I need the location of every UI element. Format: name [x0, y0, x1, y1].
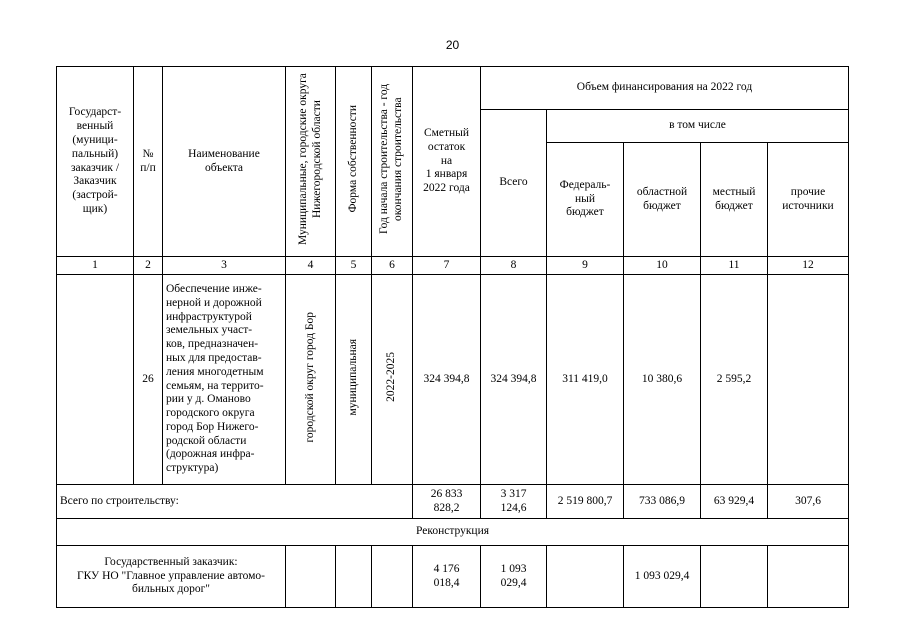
header-number: № п/п	[134, 67, 163, 257]
summary-local: 63 929,4	[701, 485, 768, 519]
header-ownership: Форма собственности	[346, 105, 359, 213]
row-26-object-name: Обеспечение инже- нерной и дорожной инфраструктурой земельных участ- ков, предназначен- ных для предостав- ления многодетным семьям, на террито- рии у д. Оманово городского округа город Бор Нижего- родской области (дорожная инфра- структура)	[163, 275, 286, 485]
header-federal: Федераль- ный бюджет	[547, 143, 624, 257]
header-estimate: Сметный остаток на 1 января 2022 года	[413, 67, 481, 257]
header-municipality: Муниципальные, городские округа Нижегородской области	[296, 73, 323, 246]
row-26-local: 2 595,2	[701, 275, 768, 485]
header-years-cell	[372, 67, 413, 257]
header-including: в том числе	[547, 110, 849, 143]
row-26-ownership: муниципальная	[346, 338, 359, 416]
summary-other: 307,6	[768, 485, 849, 519]
reconstruction-row	[57, 546, 849, 608]
summary-federal: 2 519 800,7	[547, 485, 624, 519]
summary-total: 3 317 124,6	[481, 485, 547, 519]
reconstruction-total: 1 093 029,4	[481, 546, 547, 608]
row-26-ownership-cell	[336, 275, 372, 485]
column-number: 6	[372, 257, 413, 275]
column-number: 5	[336, 257, 372, 275]
header-regional: областной бюджет	[624, 143, 701, 257]
row-26-years-cell	[372, 275, 413, 485]
reconstruction-municipality	[286, 546, 336, 608]
row-26-total: 324 394,8	[481, 275, 547, 485]
header-years: Год начала строительства - год окончания строительства	[378, 84, 404, 235]
reconstruction-years	[372, 546, 413, 608]
column-number: 8	[481, 257, 547, 275]
header-other: прочие источники	[768, 143, 849, 257]
header-object-name: Наименование объекта	[163, 67, 286, 257]
header-funding: Объем финансирования на 2022 год	[481, 67, 849, 110]
column-number: 1	[57, 257, 134, 275]
header-total: Всего	[481, 110, 547, 257]
header-customer: Государст- венный (муници- пальный) заказчик / Заказчик (застрой- щик)	[57, 67, 134, 257]
reconstruction-customer: Государственный заказчик: ГКУ НО "Главное управление автомо- бильных дорог"	[57, 546, 286, 608]
column-number: 11	[701, 257, 768, 275]
summary-estimate: 26 833 828,2	[413, 485, 481, 519]
row-26-years: 2022-2025	[385, 352, 398, 403]
section-title: Реконструкция	[57, 519, 849, 546]
reconstruction-regional: 1 093 029,4	[624, 546, 701, 608]
page-number: 20	[445, 38, 460, 52]
column-number: 9	[547, 257, 624, 275]
column-number: 7	[413, 257, 481, 275]
column-numbers-row	[57, 257, 849, 275]
row-26-number: 26	[134, 275, 163, 485]
row-26-municipality-cell	[286, 275, 336, 485]
reconstruction-local	[701, 546, 768, 608]
header-ownership-cell	[336, 67, 372, 257]
row-26-municipality: городской округ город Бор	[303, 311, 316, 443]
summary-label: Всего по строительству:	[57, 485, 413, 519]
reconstruction-federal	[547, 546, 624, 608]
reconstruction-other	[768, 546, 849, 608]
reconstruction-estimate: 4 176 018,4	[413, 546, 481, 608]
row-26-customer	[57, 275, 134, 485]
column-number: 3	[163, 257, 286, 275]
column-number: 12	[768, 257, 849, 275]
reconstruction-ownership	[336, 546, 372, 608]
summary-row	[57, 485, 849, 519]
summary-regional: 733 086,9	[624, 485, 701, 519]
construction-funding-table	[56, 66, 849, 608]
row-26-other	[768, 275, 849, 485]
header-municipality-cell	[286, 67, 336, 257]
header-local: местный бюджет	[701, 143, 768, 257]
row-26-federal: 311 419,0	[547, 275, 624, 485]
row-26-regional: 10 380,6	[624, 275, 701, 485]
section-row	[57, 519, 849, 546]
row-26-estimate: 324 394,8	[413, 275, 481, 485]
column-number: 10	[624, 257, 701, 275]
column-number: 4	[286, 257, 336, 275]
table-row	[57, 275, 849, 485]
column-number: 2	[134, 257, 163, 275]
